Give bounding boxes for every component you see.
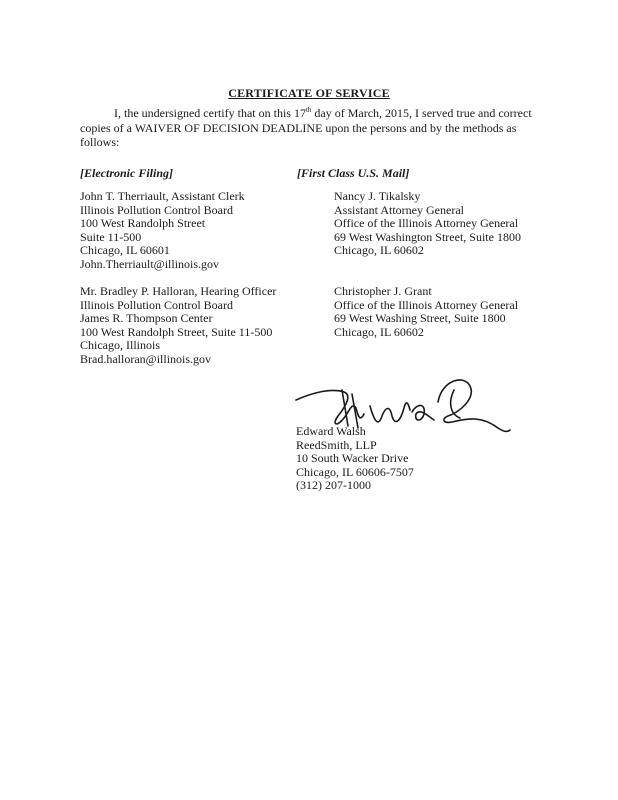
intro-paragraph xyxy=(80,106,550,150)
intro-line-1 xyxy=(80,106,550,121)
address-line: 100 West Randolph Street, Suite 11-500 xyxy=(80,324,273,339)
intro-text-after: day of March, 2015, I served true and correct xyxy=(311,106,532,120)
signer-firm: ReedSmith, LLP xyxy=(296,437,377,452)
address-line: James R. Thompson Center xyxy=(80,311,213,325)
address-line: Office of the Illinois Attorney General xyxy=(334,297,519,312)
intro-line-3: follows: xyxy=(80,135,120,149)
address-line: Suite 11-500 xyxy=(80,229,142,244)
address-line: Assistant Attorney General xyxy=(334,202,464,217)
address-line: Office of the Illinois Attorney General xyxy=(334,216,519,230)
intro-ordinal-suffix: th xyxy=(305,106,312,114)
electronic-filing-heading: [Electronic Filing] xyxy=(80,166,173,180)
address-line: Chicago, IL 60602 xyxy=(334,324,424,339)
signer-street: 10 South Wacker Drive xyxy=(296,451,409,466)
recipient-grant xyxy=(334,285,518,339)
email-line: John.Therriault@illinois.gov xyxy=(80,256,220,271)
recipient-therriault xyxy=(80,190,245,271)
first-class-mail-heading: [First Class U.S. Mail] xyxy=(297,166,410,180)
recipient-halloran xyxy=(80,285,276,366)
signer-phone: (312) 207-1000 xyxy=(296,478,371,493)
address-line: Illinois Pollution Control Board xyxy=(80,297,234,312)
address-line: 69 West Washing Street, Suite 1800 xyxy=(334,311,506,325)
intro-line-2: copies of a WAIVER OF DECISION DEADLINE upon the persons and by the methods as xyxy=(80,120,517,135)
address-line: Nancy J. Tikalsky xyxy=(334,189,421,203)
address-line: 69 West Washington Street, Suite 1800 xyxy=(334,229,521,244)
address-line: Christopher J. Grant xyxy=(334,284,432,298)
address-line: Chicago, IL 60601 xyxy=(80,243,170,257)
address-line: Illinois Pollution Control Board xyxy=(80,202,234,217)
document-title: CERTIFICATE OF SERVICE xyxy=(228,86,390,100)
signer-name: Edward Walsh xyxy=(296,424,366,438)
signer-block xyxy=(296,425,414,493)
address-line: John T. Therriault, Assistant Clerk xyxy=(80,189,245,203)
email-line: Brad.halloran@illinois.gov xyxy=(80,351,212,366)
recipient-tikalsky xyxy=(334,190,521,258)
address-line: 100 West Randolph Street xyxy=(80,216,206,230)
intro-text-before: I, the undersigned certify that on this 17 xyxy=(114,106,306,120)
address-line: Mr. Bradley P. Halloran, Hearing Officer xyxy=(80,284,277,298)
address-line: Chicago, Illinois xyxy=(80,338,160,352)
signer-city: Chicago, IL 60606-7507 xyxy=(296,464,414,479)
address-line: Chicago, IL 60602 xyxy=(334,243,424,257)
